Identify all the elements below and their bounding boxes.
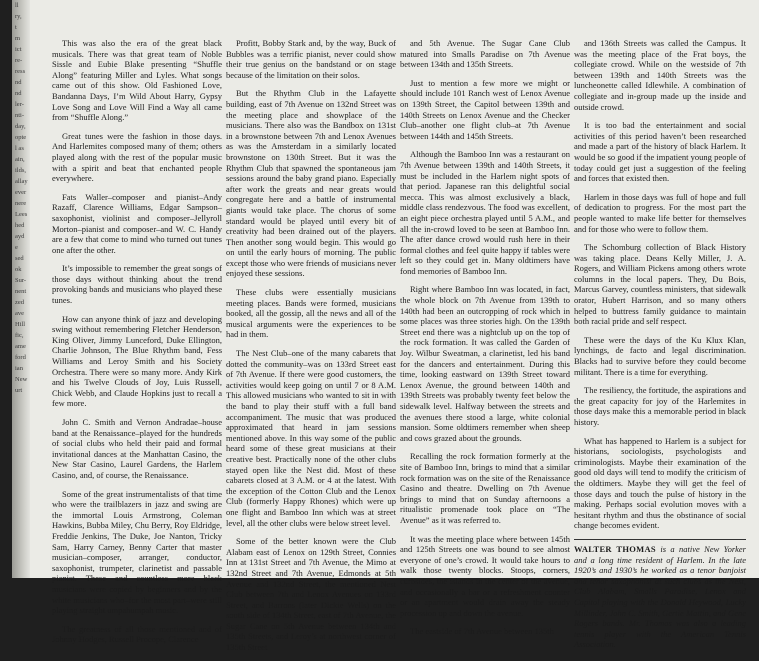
facing-page-gutter <box>12 0 30 578</box>
author-bio-text: is a native New Yorker and a long time resident of Harlem. In the late 1920’s and 1930’s he worked as a tenor banjoist and tenor saxophonist at such clubs as the Nest, Club Alabam, Smalls Paradise, Lenox and Capitol playing with the Donald Heywood, Lucky Millinder, John C. Smith, Gertie Mattin, and Gene Rogers bands. Mr. Thomas was also a leading tennis player with the American Tennis Association. <box>574 543 746 650</box>
gutter-fragment: nd <box>15 79 22 86</box>
paragraph: What has happened to Harlem is a subject for historians, sociologists, psychologists and criminologists. Maybe their examination of the good old days will tend to modify the criticism of the oldtimers. Maybe they will get the feel of those days and touch the pulse of history in the making. Perhaps social evolution moves with a hesitant rhythm and thus the obstinance of social change becomes evident. <box>574 435 746 531</box>
gutter-fragment: ict <box>15 46 22 53</box>
gutter-fragment: allay <box>15 178 28 185</box>
paragraph: The resiliency, the fortitude, the aspirations and the great capacity for joy of the Harlemites in those days make this a memorable period in black history. <box>574 385 746 427</box>
gutter-fragment: Hill <box>15 321 26 328</box>
paragraph: How can anyone think of jazz and developing swing without remembering Fletcher Henderson, King Oliver, Jimmy Lunceford, Duke Ellington, Charlie Johnson, The Blue Rhythm band, Fess Williams and Leroy Smith and his Society Orchestra. There were so many more. Andy Kirk and his Twelve Clouds of Joy, Luis Russell, Chick Webb, and Claude Hopkins just to recall a few more. <box>52 313 222 409</box>
paragraph: It’s impossible to remember the great songs of those days without thinking about the trend provoking bands and musicians who played these tunes. <box>52 263 222 306</box>
article-column-2 <box>226 38 396 661</box>
paragraph: But the Rhythm Club in the Lafayette building, east of 7th Avenue on 132nd Street was the meeting place and showplace of the musicians. There also was the Bandbox on 131st in a brownstone between 7th and Lenox Avenues as was the Amsterdam in a similarly located brownstone on 130th Street. But it was the Rhythm Club that spawned the spontaneous jam sessions around the baby grand piano. Especially after work the greats and near greats would congregate here and a battle of instrumental giants would take place. The chorus of some standard would be played until every bit of creativity had been drained out of the players. Then another song would begin. This would go on until the early hours of morning. The public except those who were friends of musicians never enjoyed these sessions. <box>226 88 396 279</box>
gutter-fragment: ok <box>15 266 22 273</box>
paragraph: Profitt, Bobby Stark and, by the way, Buck of Bubbles was a terrific pianist, never could show their true genius on the bandstand or on stage because of the limitation on their solos. <box>226 38 396 80</box>
gutter-fragment: nd <box>15 90 22 97</box>
gutter-fragment: urt <box>15 387 23 394</box>
paragraph: and 136th Streets was called the Campus. It was the meeting place of the Frat boys, the collegiate crowd. While on the westside of 7th between 139th and 140th Streets was the luncheonette called Idlewhile. A combination of collegiate and in-group made up the inside and outside crowd. <box>574 38 746 112</box>
gutter-fragment: ayd <box>15 233 25 240</box>
magazine-page <box>12 0 759 653</box>
article-column-3 <box>400 38 570 645</box>
paragraph: The eastside of 7th Avenue between 135th <box>410 626 554 637</box>
gutter-fragment: day, <box>15 123 26 130</box>
gutter-fragment: ever <box>15 189 27 196</box>
gutter-fragment: hed <box>15 222 25 229</box>
gutter-fragment: e <box>15 244 18 251</box>
author-name: WALTER THOMAS <box>574 543 656 554</box>
article-column-1 <box>52 38 222 653</box>
paragraph: Great tunes were the fashion in those days. And Harlemites composed many of them; others played along with the rest of the popular music with a spirit and beat that enchanted people everywhere. <box>52 130 222 184</box>
paragraph: Just to mention a few more we might or should include 101 Ranch west of Lenox Avenue on 139th Street, the Capitol between 139th and 140th Streets on Lenox Avenue and the Checker Club–another one flight club–at 7th Avenue between 144th and 145th Streets. <box>400 77 570 141</box>
gutter-fragment: ll <box>15 2 19 9</box>
gutter-fragment: ave <box>15 310 25 317</box>
gutter-fragment: m <box>15 35 21 42</box>
paragraph: Although the Bamboo Inn was a restaurant on 7th Avenue between 139th and 140th Streets, it must be included in the Harlem night spots of that period. Japanese ran this delightful social mecca. This was almost exclusively a black, middle class rendezvous. The food was excellent, an eight piece orchestra played until 5 A.M., and all the in-crowd loved to be seen at Bamboo Inn. The after dance crowd would rush here in their formal clothes and feel quite happy if tables were left so they could get in. Many oldtimers have fond memories of Bamboo Inn. <box>400 149 570 276</box>
paragraph: John C. Smith and Vernon Andradae–house band at the Renaissance–played for the hundreds of social clubs who held their paid and formal invitational dances at the Manhattan Casino, the New Star Casino, Laurel Gardens, the Harlem Casino, and, of course, the Renaissance. <box>52 417 222 480</box>
paragraph: The Nest Club–one of the many cabarets that dotted the community–was on 133rd Street east of 7th Avenue. If there were good customers, the activities would keep going on until 7 or 8 A.M. This allowed musicians who wanted to sit in with the band to play their stuff with a full band accompaniment. The music that was produced approximated that heard in jam sessions mentioned above. In this way some of the public heard some of these great musicians at their creative best. Practically none of the other clubs stayed open like the Nest did. Most of these cabarets closed at 3 A.M. or 4 at the latest. With the exception of the Cotton Club and the Lenox Club (formerly Happy Rhones) which were up one flight and Bamboo Inn which was at street level, all the other clubs were below street level. <box>226 348 396 528</box>
gutter-fragment: ame <box>15 343 26 350</box>
gutter-fragment: sed <box>15 255 24 262</box>
paragraph: These clubs were essentially musicians meeting places. Bands were formed, musicians booked, all the gossip, all the news and all of the musical arguments were the experiences to be had in them. <box>226 287 396 340</box>
bio-divider <box>574 539 746 540</box>
gutter-fragment: opte <box>15 134 27 141</box>
paragraph: The greatness of all those mentioned and of Johnny Hodges, Russell Procope, Clarence <box>52 623 222 645</box>
gutter-fragment: re- <box>15 57 23 64</box>
author-bio <box>574 544 746 650</box>
gutter-fragment: New <box>15 376 28 383</box>
gutter-fragment: Lees <box>15 211 28 218</box>
paragraph: These were the days of the Ku Klux Klan, lynchings, de facto and legal discrimination. Blacks had to survive before they could become militant. There is a time for everything. <box>574 334 746 377</box>
paragraph: Right where Bamboo Inn was located, in fact, the whole block on 7th Avenue from 139th to 140th had been an outcropping of rock which in some places was three stories high. On the 139th Street end there was a nightclub up on the top of the rock formation. It was called the Garden of Joy. Wilbur Sweatman, a clarinetist, led his band for the dancers and entertainment. During this time, looking eastward on 139th Street toward Lenox Avenue, the ground between 140th and 139th Streets was probably twenty feet below the sidewalk level. Halfway between the streets and the avenues there stood a large, white colonial mansion. Some oldtimers remember when sheep and cows grazed about the grounds. <box>400 284 570 443</box>
paragraph: Harlem in those days was full of hope and full of dedication to progress. For the most part the people wanted to make life better for themselves and for those who were to follow them. <box>574 191 746 234</box>
gutter-fragment: fic, <box>15 332 24 339</box>
article-column-4-body <box>574 38 746 531</box>
gutter-fragment: ford <box>15 354 26 361</box>
paragraph: and 5th Avenue. The Sugar Cane Club matured into Smalls Paradise on 7th Avenue between 134th and 135th Streets. <box>400 38 570 70</box>
paragraph: It was the meeting place where between 145th and 125th Streets one was bound to see almost everyone of one’s crowd. It would take hours to walk those twenty blocks. Stoops, corners, curbsides, the islands in the center of the avenue, and occasionally a bar or a refreshment counter or an apartment would drain away the steady procession up and down the avenue. <box>400 533 570 618</box>
paragraph: The Schomburg collection of Black History was taking place. Deans Kelly Miller, J. A. Rogers, and William Pickens among others wrote columns in the local papers. They, Du Bois, Marcus Garvey, countless ministers, that sidewalk orator, Hubert Harrison, and so many others helped to buttress family guidance to maintain both racial pride and self respect. <box>574 242 746 327</box>
gutter-fragment: t <box>15 24 17 31</box>
paragraph: It is too bad the entertainment and social activities of this period haven’t been researched and made a part of the history of black Harlem. It would be so good if the impatient young people of today could get just a suggestion of the feeling and forces that existed then. <box>574 120 746 184</box>
gutter-fragment: nti- <box>15 112 25 119</box>
gutter-fragment: Sur- <box>15 277 27 284</box>
paragraph: Some of the better known were the Club Alabam east of Lenox on 129th Street, Connies Inn at 131st Street and 7th Avenue, the Mimo at 132nd Street and 7th Avenue, Edmonds at 5th Avenue and 132nd Street, the mentioned Nest Club between 7th and Lenox Avenues on 133rd Street, and Barrons (later Dickie Wells) on the south side of 134th Street, east of 7th Avenue, the Sugar Cane on 5th Avenue between 134th and 135th Streets, and Leroy’s at northwest corner of 135th Street <box>226 536 396 653</box>
gutter-fragment: nere <box>15 200 27 207</box>
gutter-fragment: nent <box>15 288 27 295</box>
paragraph: Some of the great instrumentalists of that time who were the trailblazers in jazz and swing are the immortal Louis Armstrong, Coleman Hawkins, Bubba Miley, Chu Berry, Roy Eldridge, Freddie Jenkins, The Duke, Joe Nanton, Tricky Sam, Harry Carney, Benny Carter that master musician–composer, arranger, conductor, saxophonist, trumpeter, clarinetist and passable pianist. These and countless more black musicians were copied by beginners and by the white musicians who–for the most part–were still playing straight umpahumpah music. <box>52 488 222 616</box>
paragraph: This was also the era of the great black musicals. There was that great team of Noble Sissle and Eubie Blake presenting “Shuffle Along” featuring Miller and Lyles. What songs came out of this show. Old Fashioned Love, Bandanna Days, I’m Wild About Harry, Gypsy Love Song and Love Will Find a Way all came from “Shuffle Along.” <box>52 38 222 123</box>
gutter-fragment: ain, <box>15 156 25 163</box>
gutter-fragment: ian <box>15 365 23 372</box>
gutter-fragment: ress <box>15 68 26 75</box>
article-column-4 <box>574 38 746 658</box>
paragraph: Fats Waller–composer and pianist–Andy Razaff, Clarence Williams, Edgar Sampson–saxophonist, violinist and composer–Jellyroll Morton–pianist and composer–and W. C. Handy are a few that come to mind who turned out tunes one after the other. <box>52 191 222 255</box>
paragraph: Recalling the rock formation formerly at the site of Bamboo Inn, brings to mind that a similar rock formation was on the site of the Renaissance Casino and theatre. Dwelling on 7th Avenue brings to mind that on Sunday afternoons a ritualistic promenade took place on “The Avenue” as it was referred to. <box>400 451 570 525</box>
gutter-fragment: ler- <box>15 101 24 108</box>
gutter-fragment: zed <box>15 299 25 306</box>
gutter-fragment: l as <box>15 145 24 152</box>
gutter-fragment: ilds, <box>15 167 27 174</box>
gutter-fragment: ry, <box>15 13 22 20</box>
